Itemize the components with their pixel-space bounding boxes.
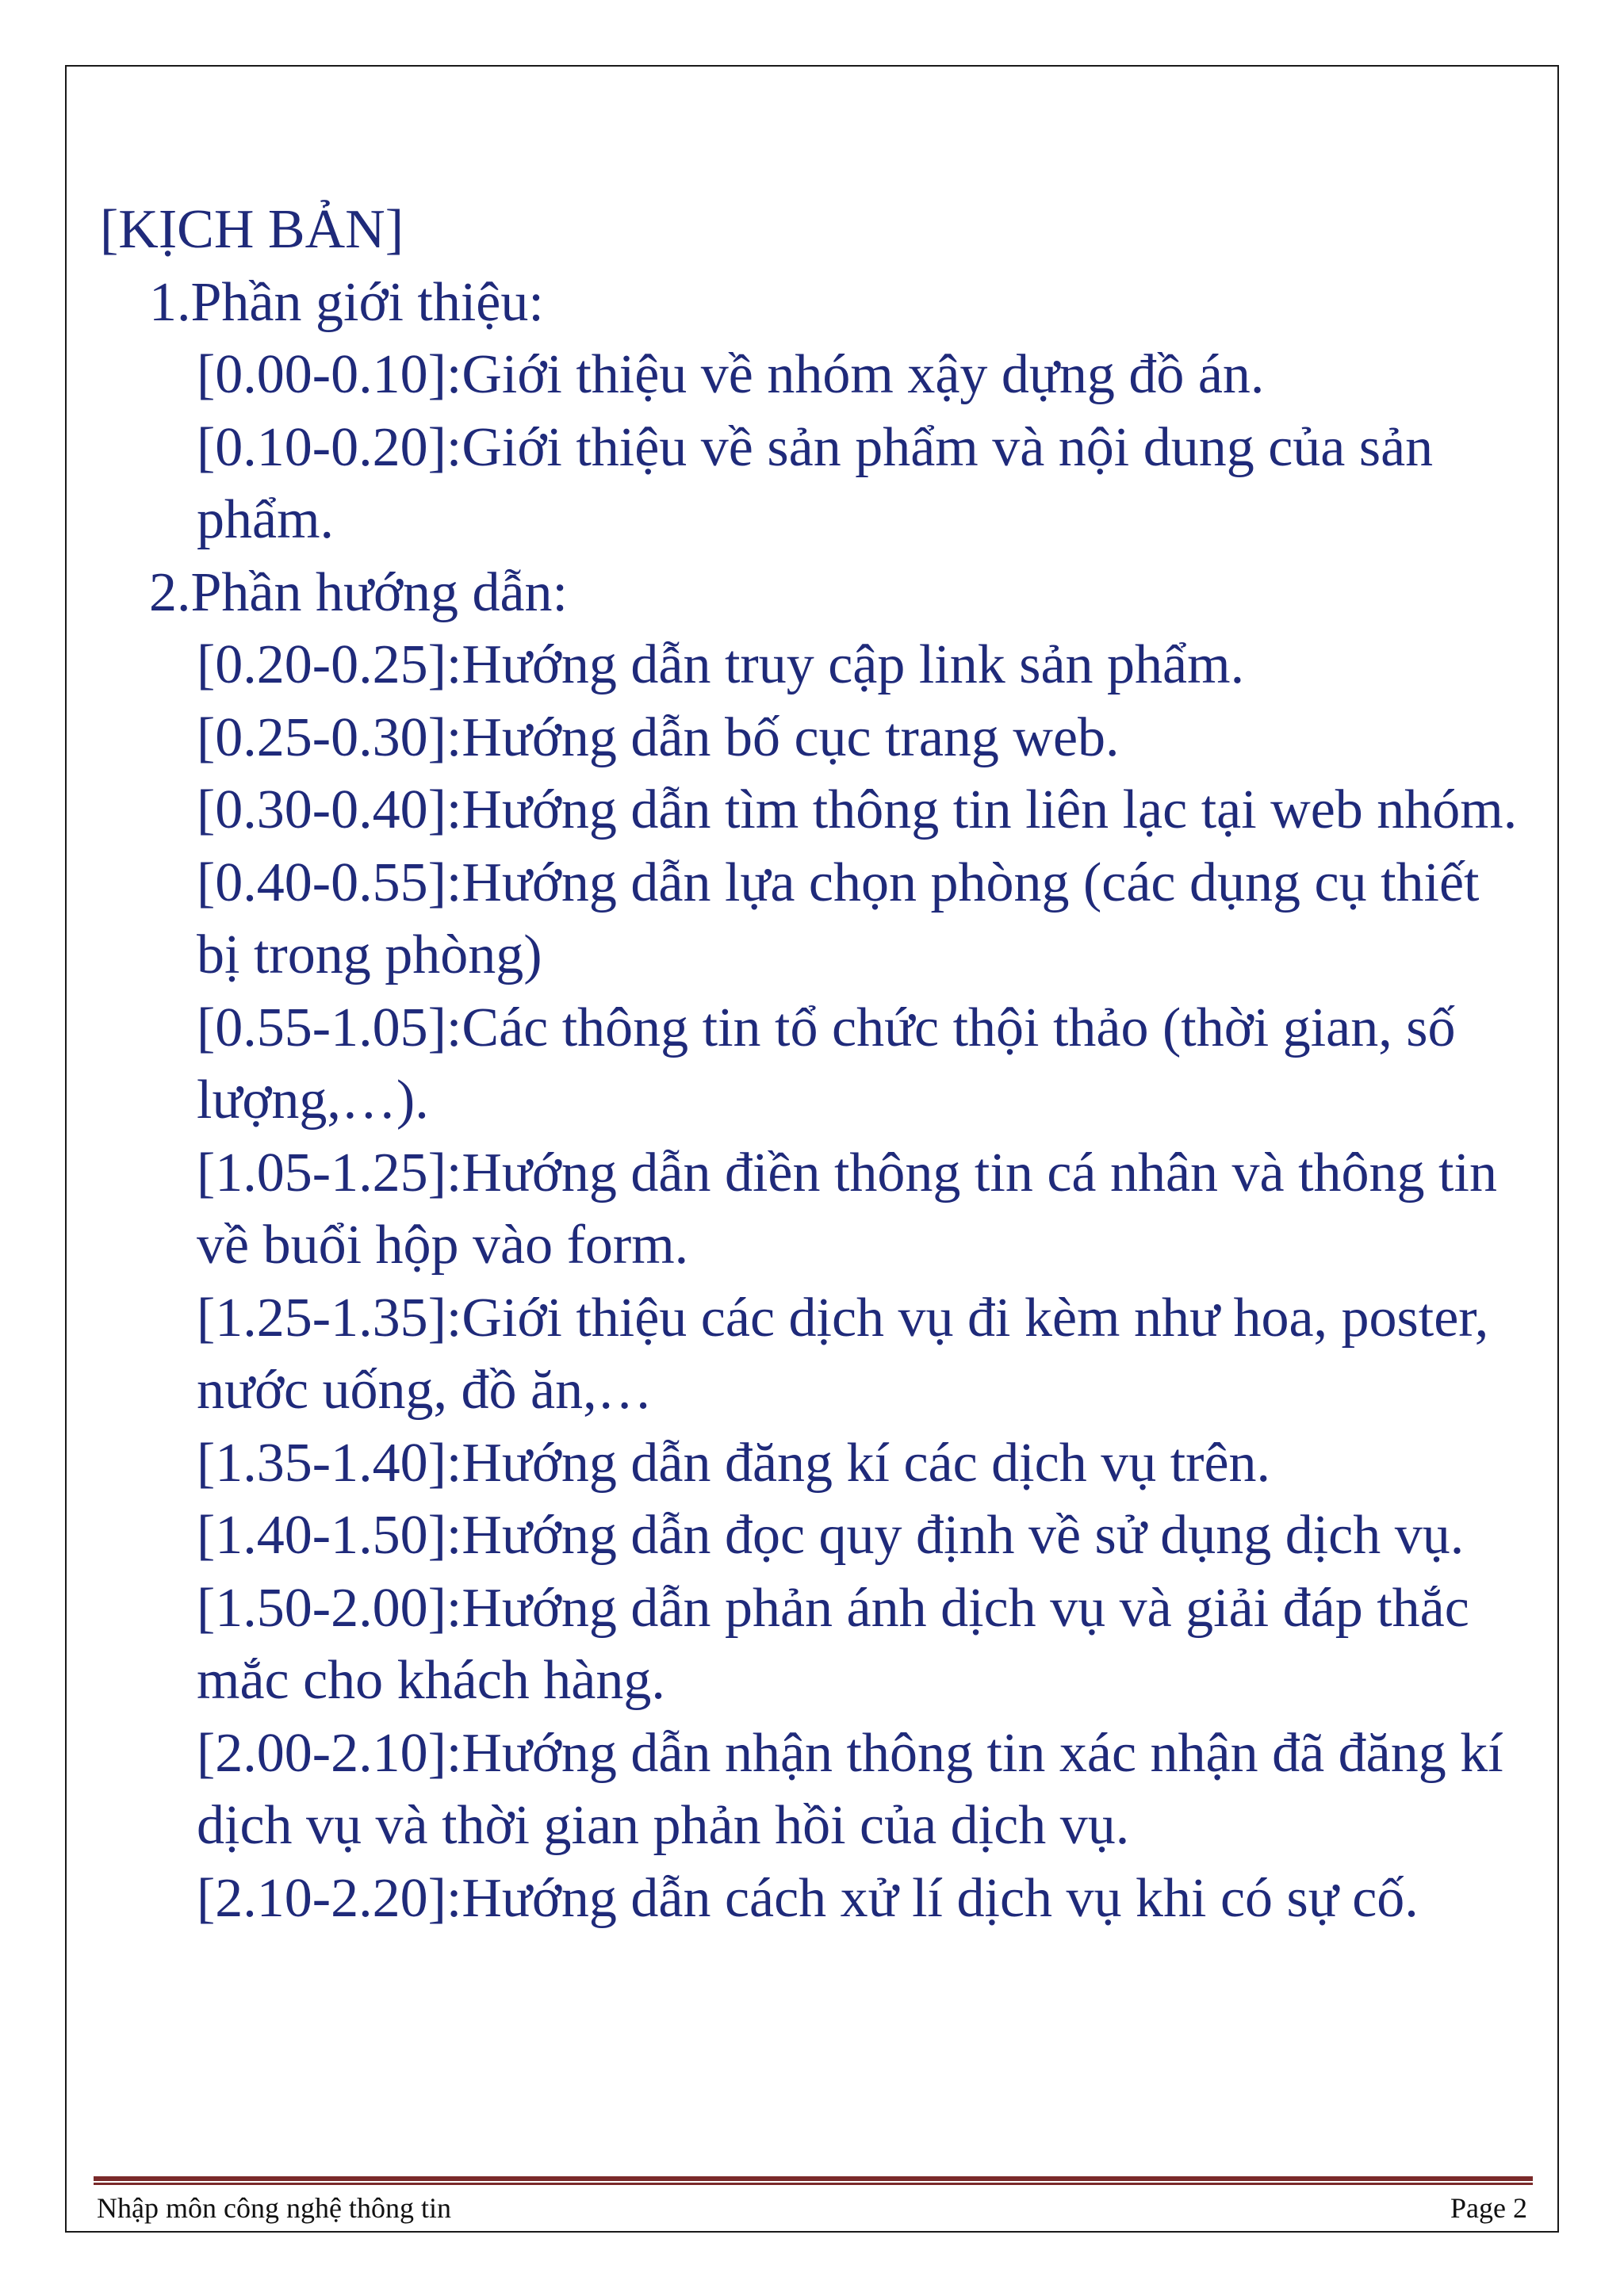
section-guide xyxy=(100,557,1527,1935)
script-entry: [1.25-1.35]:Giới thiệu các dịch vụ đi kèm như hoa, poster, nước uống, đồ ăn,… xyxy=(197,1287,1489,1421)
script-entry: [0.55-1.05]:Các thông tin tổ chức thội thảo (thời gian, số lượng,…). xyxy=(197,997,1456,1131)
footer-divider-thick xyxy=(94,2176,1533,2181)
script-entry: [0.30-0.40]:Hướng dẫn tìm thông tin liên lạc tại web nhóm. xyxy=(197,779,1518,840)
footer-course-title: Nhập môn công nghệ thông tin xyxy=(97,2192,451,2224)
section-title: 2.Phần hướng dẫn: xyxy=(149,561,568,623)
document-heading: [KỊCH BẢN] xyxy=(100,199,404,260)
script-entry: [1.50-2.00]:Hướng dẫn phản ánh dịch vụ và giải đáp thắc mắc cho khách hàng. xyxy=(197,1577,1469,1711)
script-entry: [0.40-0.55]:Hướng dẫn lựa chọn phòng (các dụng cụ thiết bị trong phòng) xyxy=(197,851,1480,985)
document-body xyxy=(100,193,1527,1934)
script-entry: [2.00-2.10]:Hướng dẫn nhận thông tin xác nhận đã đăng kí dịch vụ và thời gian phản hồi của dịch vụ. xyxy=(197,1722,1503,1856)
footer-divider-thin xyxy=(94,2183,1533,2185)
footer-divider xyxy=(94,2176,1533,2186)
script-entry: [2.10-2.20]:Hướng dẫn cách xử lí dịch vụ khi có sự cố. xyxy=(197,1867,1419,1929)
footer-page-number: Page 2 xyxy=(1450,2192,1527,2224)
script-entry: [0.00-0.10]:Giới thiệu về nhóm xậy dựng đồ án. xyxy=(197,344,1265,405)
script-entry: [0.20-0.25]:Hướng dẫn truy cập link sản phẩm. xyxy=(197,634,1245,695)
script-entry: [0.25-0.30]:Hướng dẫn bố cục trang web. xyxy=(197,706,1120,768)
section-title: 1.Phần giới thiệu: xyxy=(149,271,544,333)
script-entry: [1.35-1.40]:Hướng dẫn đăng kí các dịch vụ trên. xyxy=(197,1432,1271,1494)
script-entry: [0.10-0.20]:Giới thiệu về sản phẩm và nội dung của sản phẩm. xyxy=(197,416,1434,550)
section-introduction xyxy=(100,266,1527,557)
script-entry: [1.05-1.25]:Hướng dẫn điền thông tin cá nhân và thông tin về buổi hộp vào form. xyxy=(197,1142,1497,1276)
script-entry: [1.40-1.50]:Hướng dẫn đọc quy định về sử dụng dịch vụ. xyxy=(197,1505,1465,1566)
